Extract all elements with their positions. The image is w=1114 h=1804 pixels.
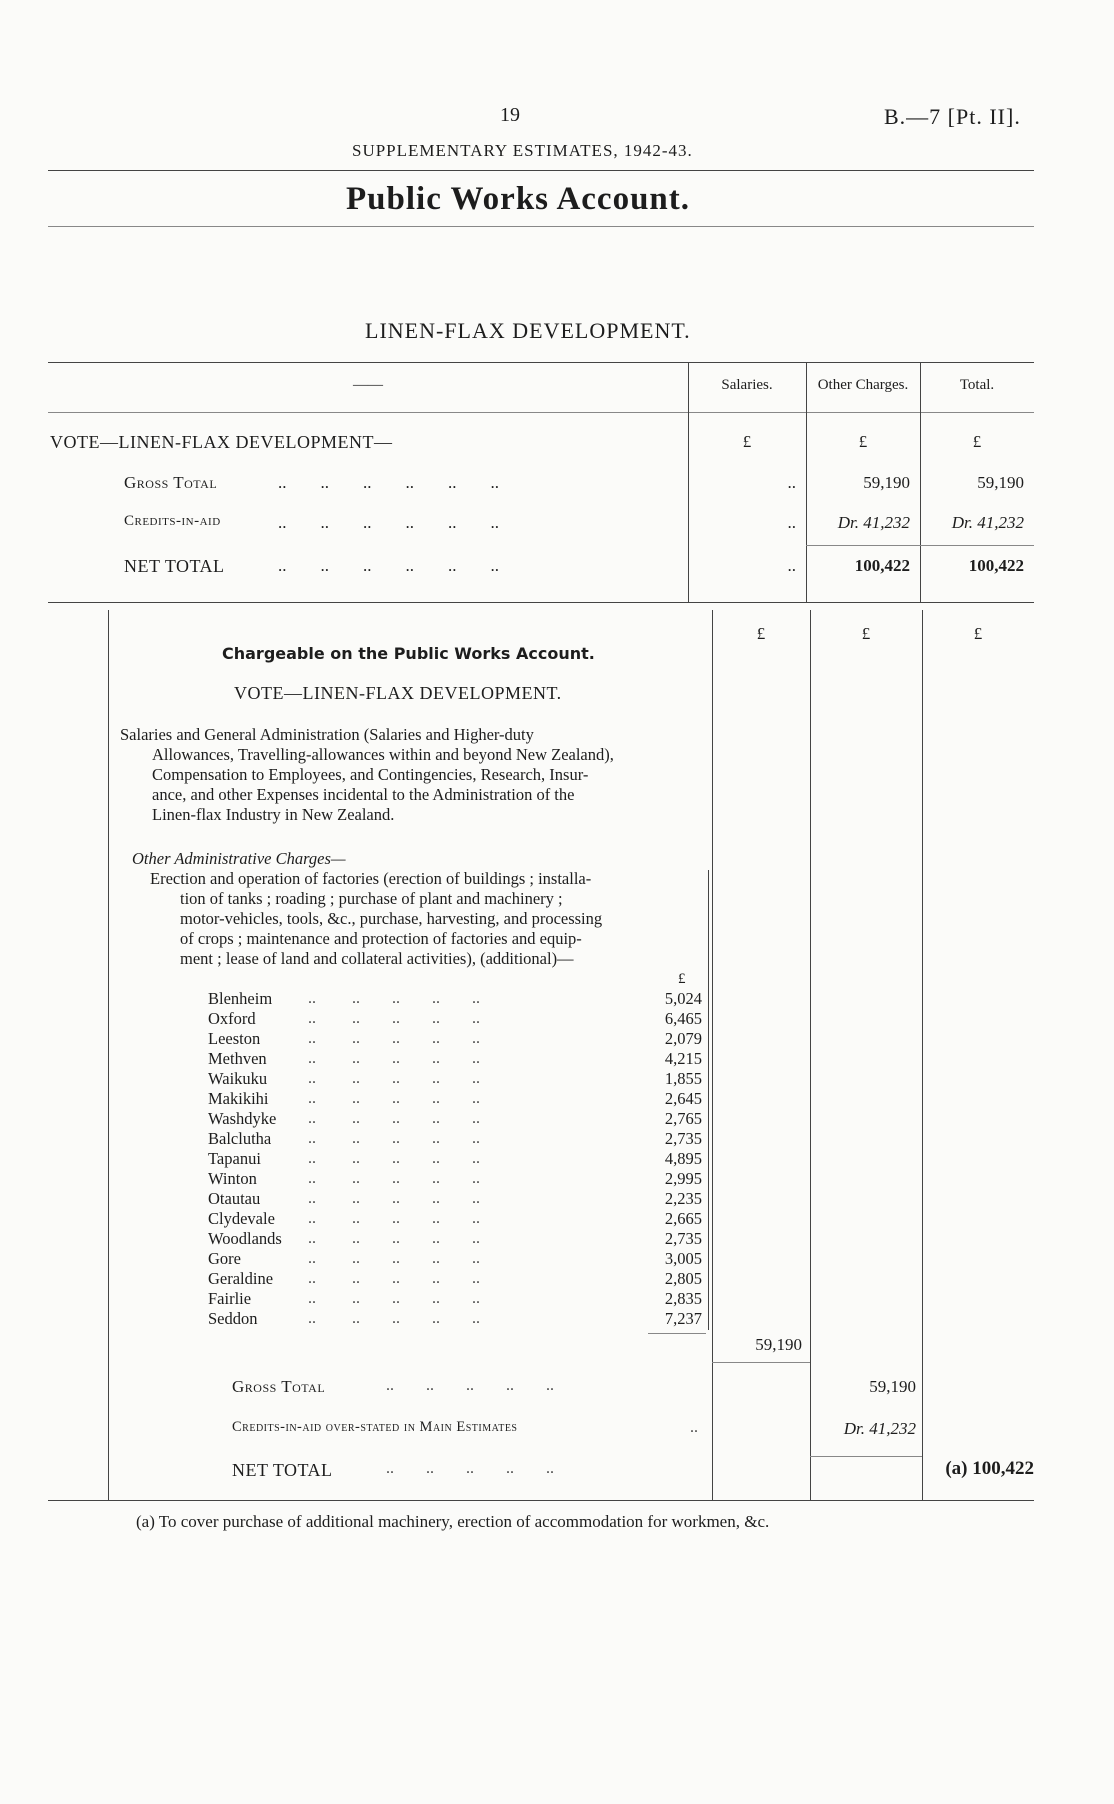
leader-dots: .. .. .. .. .. (386, 1377, 554, 1394)
summary-other-value: 100,422 (854, 556, 910, 575)
header-rule (48, 170, 1034, 171)
summary-salaries-value: .. (787, 513, 796, 532)
summary-row-label: NET TOTAL (124, 556, 225, 576)
factory-name: Blenheim (208, 989, 273, 1008)
leader-dots: .. .. .. .. .. .. (278, 556, 499, 575)
factory-name: Geraldine (208, 1269, 274, 1288)
net-total-value: (a) 100,422 (945, 1458, 1034, 1479)
leader-dots: .. .. .. .. .. .. (278, 513, 499, 532)
net-total-rule (810, 1456, 922, 1457)
column-header-salaries: Salaries. (721, 377, 773, 393)
document-reference: B.—7 [Pt. II]. (884, 104, 1021, 129)
summary-salaries-value: .. (787, 556, 796, 575)
gross-total-label: Gross Total (232, 1377, 326, 1396)
column-header-total: Total. (959, 377, 995, 393)
other-charges-description: ment ; lease of land and collateral activities), (additional)— (180, 949, 574, 968)
factory-amount: 2,995 (664, 1169, 702, 1188)
items-subtotal-rule (648, 1333, 706, 1334)
currency-symbol: £ (756, 624, 766, 643)
salaries-description: Allowances, Travelling-allowances within and beyond New Zealand), (152, 745, 614, 764)
factory-name: Methven (208, 1049, 267, 1068)
factory-amount: 1,855 (664, 1069, 702, 1088)
factory-amount: 2,645 (664, 1089, 702, 1108)
detail-bottom-rule (48, 1500, 1034, 1501)
currency-symbol: £ (972, 432, 982, 451)
factory-name: Otautau (208, 1189, 261, 1208)
salaries-subtotal: 59,190 (755, 1335, 802, 1354)
factory-amount: 3,005 (664, 1249, 702, 1268)
factory-name: Makikihi (208, 1089, 269, 1108)
column-header-blank: —— (353, 377, 383, 393)
factory-amount: 4,215 (664, 1049, 702, 1068)
page-number: 19 (500, 104, 520, 126)
detail-col-divider (810, 610, 811, 1500)
factory-name: Clydevale (208, 1209, 275, 1228)
factory-amount: 2,665 (664, 1209, 702, 1228)
summary-salaries-value: .. (787, 473, 796, 492)
detail-col-divider (922, 610, 923, 1500)
factory-name: Fairlie (208, 1289, 252, 1308)
section-title: LINEN-FLAX DEVELOPMENT. (365, 318, 691, 343)
chargeable-heading: Chargeable on the Public Works Account. (222, 644, 595, 663)
factory-amount: 2,235 (664, 1189, 702, 1208)
currency-symbol: £ (742, 432, 752, 451)
factory-name: Oxford (208, 1009, 256, 1028)
summary-other-value: Dr. 41,232 (837, 513, 910, 532)
detail-subtotal-rule (712, 1362, 810, 1363)
leader-dots: .. (690, 1419, 698, 1436)
factory-amount: 2,079 (664, 1029, 702, 1048)
vote-label: VOTE—LINEN-FLAX DEVELOPMENT— (50, 432, 393, 452)
salaries-description: ance, and other Expenses incidental to the Administration of the (152, 785, 575, 804)
column-header-other-charges: Other Charges. (817, 377, 909, 393)
credits-overstated-label: Credits-in-aid over-stated in Main Estimates (232, 1419, 518, 1435)
other-charges-description: Erection and operation of factories (erection of buildings ; installa- (150, 869, 592, 888)
credits-overstated-value: Dr. 41,232 (843, 1419, 916, 1438)
factory-name: Waikuku (208, 1069, 268, 1088)
factory-amount: 4,895 (664, 1149, 702, 1168)
summary-bottom-rule (48, 602, 1034, 603)
summary-row-label: Credits-in-aid (124, 513, 221, 529)
leader-dots: .. .. .. .. .. .. (278, 473, 499, 492)
factory-name: Gore (208, 1249, 241, 1268)
factory-amount: 2,765 (664, 1109, 702, 1128)
summary-row-label: Gross Total (124, 473, 218, 492)
page-title: Public Works Account. (346, 181, 691, 217)
other-charges-description: motor-vehicles, tools, &c., purchase, harvesting, and processing (180, 909, 603, 928)
summary-top-rule (48, 362, 1034, 363)
title-rule (48, 226, 1034, 227)
factory-amount: 5,024 (664, 989, 702, 1008)
other-charges-description: tion of tanks ; roading ; purchase of plant and machinery ; (180, 889, 563, 908)
factory-name: Tapanui (208, 1149, 261, 1168)
currency-symbol: £ (973, 624, 983, 643)
leader-dots: .. .. .. .. .. .. .. .. .. .. .. .. .. .. .. .. .. .. .. .. .. .. .. .. .. .. .. .. .. .. .. .. .. .. .. .. .. .. .. .. .. .. .. .. .. .. .. .. .. .. .. .. .. .. .. .. .. .. .. .. .. .. .. .. .. .. .. .. .. .. .. .. .. .. .. .. .. .. .. .. .. .. .. .. .. (308, 990, 480, 1327)
gross-total-value: 59,190 (869, 1377, 916, 1396)
factory-amount: 2,805 (664, 1269, 702, 1288)
factory-amount: 7,237 (664, 1309, 702, 1328)
summary-total-value: Dr. 41,232 (951, 513, 1024, 532)
item-column-rule (708, 870, 709, 1330)
factory-amount: 2,735 (664, 1129, 702, 1148)
factory-name: Woodlands (208, 1229, 282, 1248)
net-total-label: NET TOTAL (232, 1460, 333, 1480)
currency-symbol: £ (861, 624, 871, 643)
summary-subtotal-rule (806, 545, 1034, 546)
summary-header-rule (48, 412, 1034, 413)
detail-col-divider (712, 610, 713, 1500)
leader-dots: .. .. .. .. .. (386, 1460, 554, 1477)
page-subtitle: SUPPLEMENTARY ESTIMATES, 1942-43. (352, 141, 693, 160)
salaries-description: Compensation to Employees, and Contingencies, Research, Insur- (152, 765, 589, 784)
salaries-description: Salaries and General Administration (Salaries and Higher-duty (120, 725, 534, 744)
summary-total-value: 59,190 (977, 473, 1024, 492)
factory-name: Leeston (208, 1029, 261, 1048)
factory-name: Winton (208, 1169, 257, 1188)
factory-name: Washdyke (208, 1109, 277, 1128)
other-charges-description: of crops ; maintenance and protection of factories and equip- (180, 929, 582, 948)
detail-vote-heading: VOTE—LINEN-FLAX DEVELOPMENT. (234, 683, 562, 703)
summary-other-value: 59,190 (863, 473, 910, 492)
detail-left-border (108, 610, 109, 1500)
currency-symbol: £ (678, 971, 686, 987)
factory-name: Balclutha (208, 1129, 272, 1148)
summary-total-value: 100,422 (968, 556, 1024, 575)
salaries-description: Linen-flax Industry in New Zealand. (152, 805, 395, 824)
currency-symbol: £ (858, 432, 868, 451)
other-charges-heading: Other Administrative Charges— (132, 849, 346, 868)
factory-amount: 2,835 (664, 1289, 702, 1308)
factory-amount: 2,735 (664, 1229, 702, 1248)
footnote: (a) To cover purchase of additional machinery, erection of accommodation for workmen, &c. (136, 1512, 770, 1531)
factory-amount: 6,465 (664, 1009, 702, 1028)
factory-name: Seddon (208, 1309, 258, 1328)
